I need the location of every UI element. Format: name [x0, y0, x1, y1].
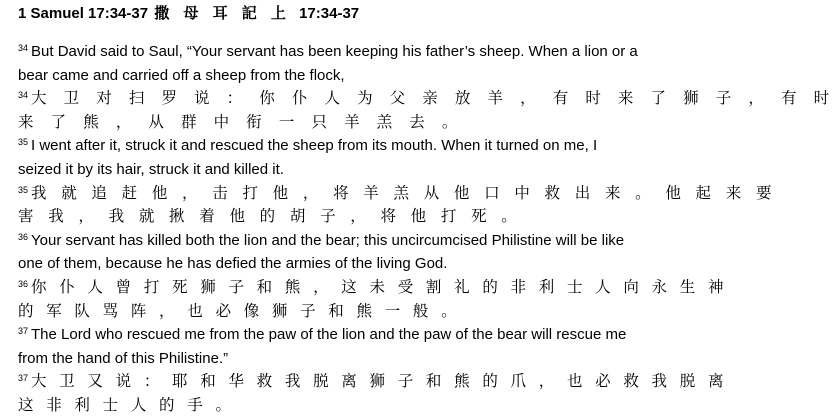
line-text: I went after it, struck it and rescued the sheep from its mouth. When it turned on me, I [31, 137, 598, 155]
text-line [18, 205, 702, 229]
verse-number: 35 [18, 137, 29, 148]
title-reference-repeat: 17:34-37 [299, 5, 360, 22]
verse-number: 34 [18, 90, 29, 101]
text-line [18, 276, 728, 300]
text-line [18, 87, 835, 111]
text-line [18, 64, 702, 88]
text-line [18, 111, 702, 135]
text-line [18, 134, 702, 158]
line-text: bear came and carried off a sheep from the flock, [18, 66, 345, 84]
line-text: 大 卫 又 说 ： 耶 和 华 救 我 脱 离 狮 子 和 熊 的 爪 ， 也 必 救 我 脱 离 [31, 373, 728, 391]
verse-number: 37 [18, 326, 29, 337]
verse-number: 36 [18, 278, 29, 289]
line-text: 你 仆 人 曾 打 死 狮 子 和 熊 ， 这 未 受 割 礼 的 非 利 士 人 向 永 生 神 [31, 278, 728, 296]
passage-body [18, 40, 835, 418]
title-reference: 1 Samuel 17:34-37 [18, 5, 149, 22]
line-text: 这 非 利 士 人 的 手 。 [18, 396, 236, 414]
line-text: The Lord who rescued me from the paw of the lion and the paw of the bear will rescue me [31, 326, 627, 344]
line-text: 害 我 ， 我 就 揪 着 他 的 胡 子 ， 将 他 打 死 。 [18, 208, 523, 226]
text-line [18, 158, 702, 182]
line-text: 大 卫 对 扫 罗 说 ： 你 仆 人 为 父 亲 放 羊 ， 有 时 来 了 狮 子 ， 有 时 [31, 90, 835, 108]
line-text: Your servant has killed both the lion and the bear; this uncircumcised Philistine will be like [31, 231, 625, 249]
text-line [18, 182, 777, 206]
verse-number: 34 [18, 43, 29, 53]
text-line [18, 370, 728, 394]
text-line [18, 347, 702, 371]
verse-number: 37 [18, 373, 29, 384]
line-text: from the hand of this Philistine.” [18, 349, 229, 367]
verse-number: 35 [18, 184, 29, 195]
text-line [18, 394, 702, 418]
text-line [18, 229, 702, 253]
line-text: seized it by its hair, struck it and killed it. [18, 160, 284, 178]
text-line [18, 323, 702, 347]
line-text: 来 了 熊 ， 从 群 中 衔 一 只 羊 羔 去 。 [18, 113, 464, 131]
line-text: one of them, because he has defied the armies of the living God. [18, 255, 448, 273]
text-line [18, 252, 702, 276]
title-book-chinese: 撒 母 耳 記 上 [154, 5, 291, 22]
line-text: But David said to Saul, “Your servant has been keeping his father’s sheep. When a lion or a [31, 43, 638, 60]
text-line [18, 40, 702, 64]
text-line [18, 300, 702, 324]
line-text: 的 军 队 骂 阵 ， 也 必 像 狮 子 和 熊 一 般 。 [18, 302, 461, 320]
verse-number: 36 [18, 231, 29, 242]
line-text: 我 就 追 赶 他 ， 击 打 他 ， 将 羊 羔 从 他 口 中 救 出 来 。 他 起 来 要 [31, 184, 777, 202]
passage-title [18, 2, 359, 26]
